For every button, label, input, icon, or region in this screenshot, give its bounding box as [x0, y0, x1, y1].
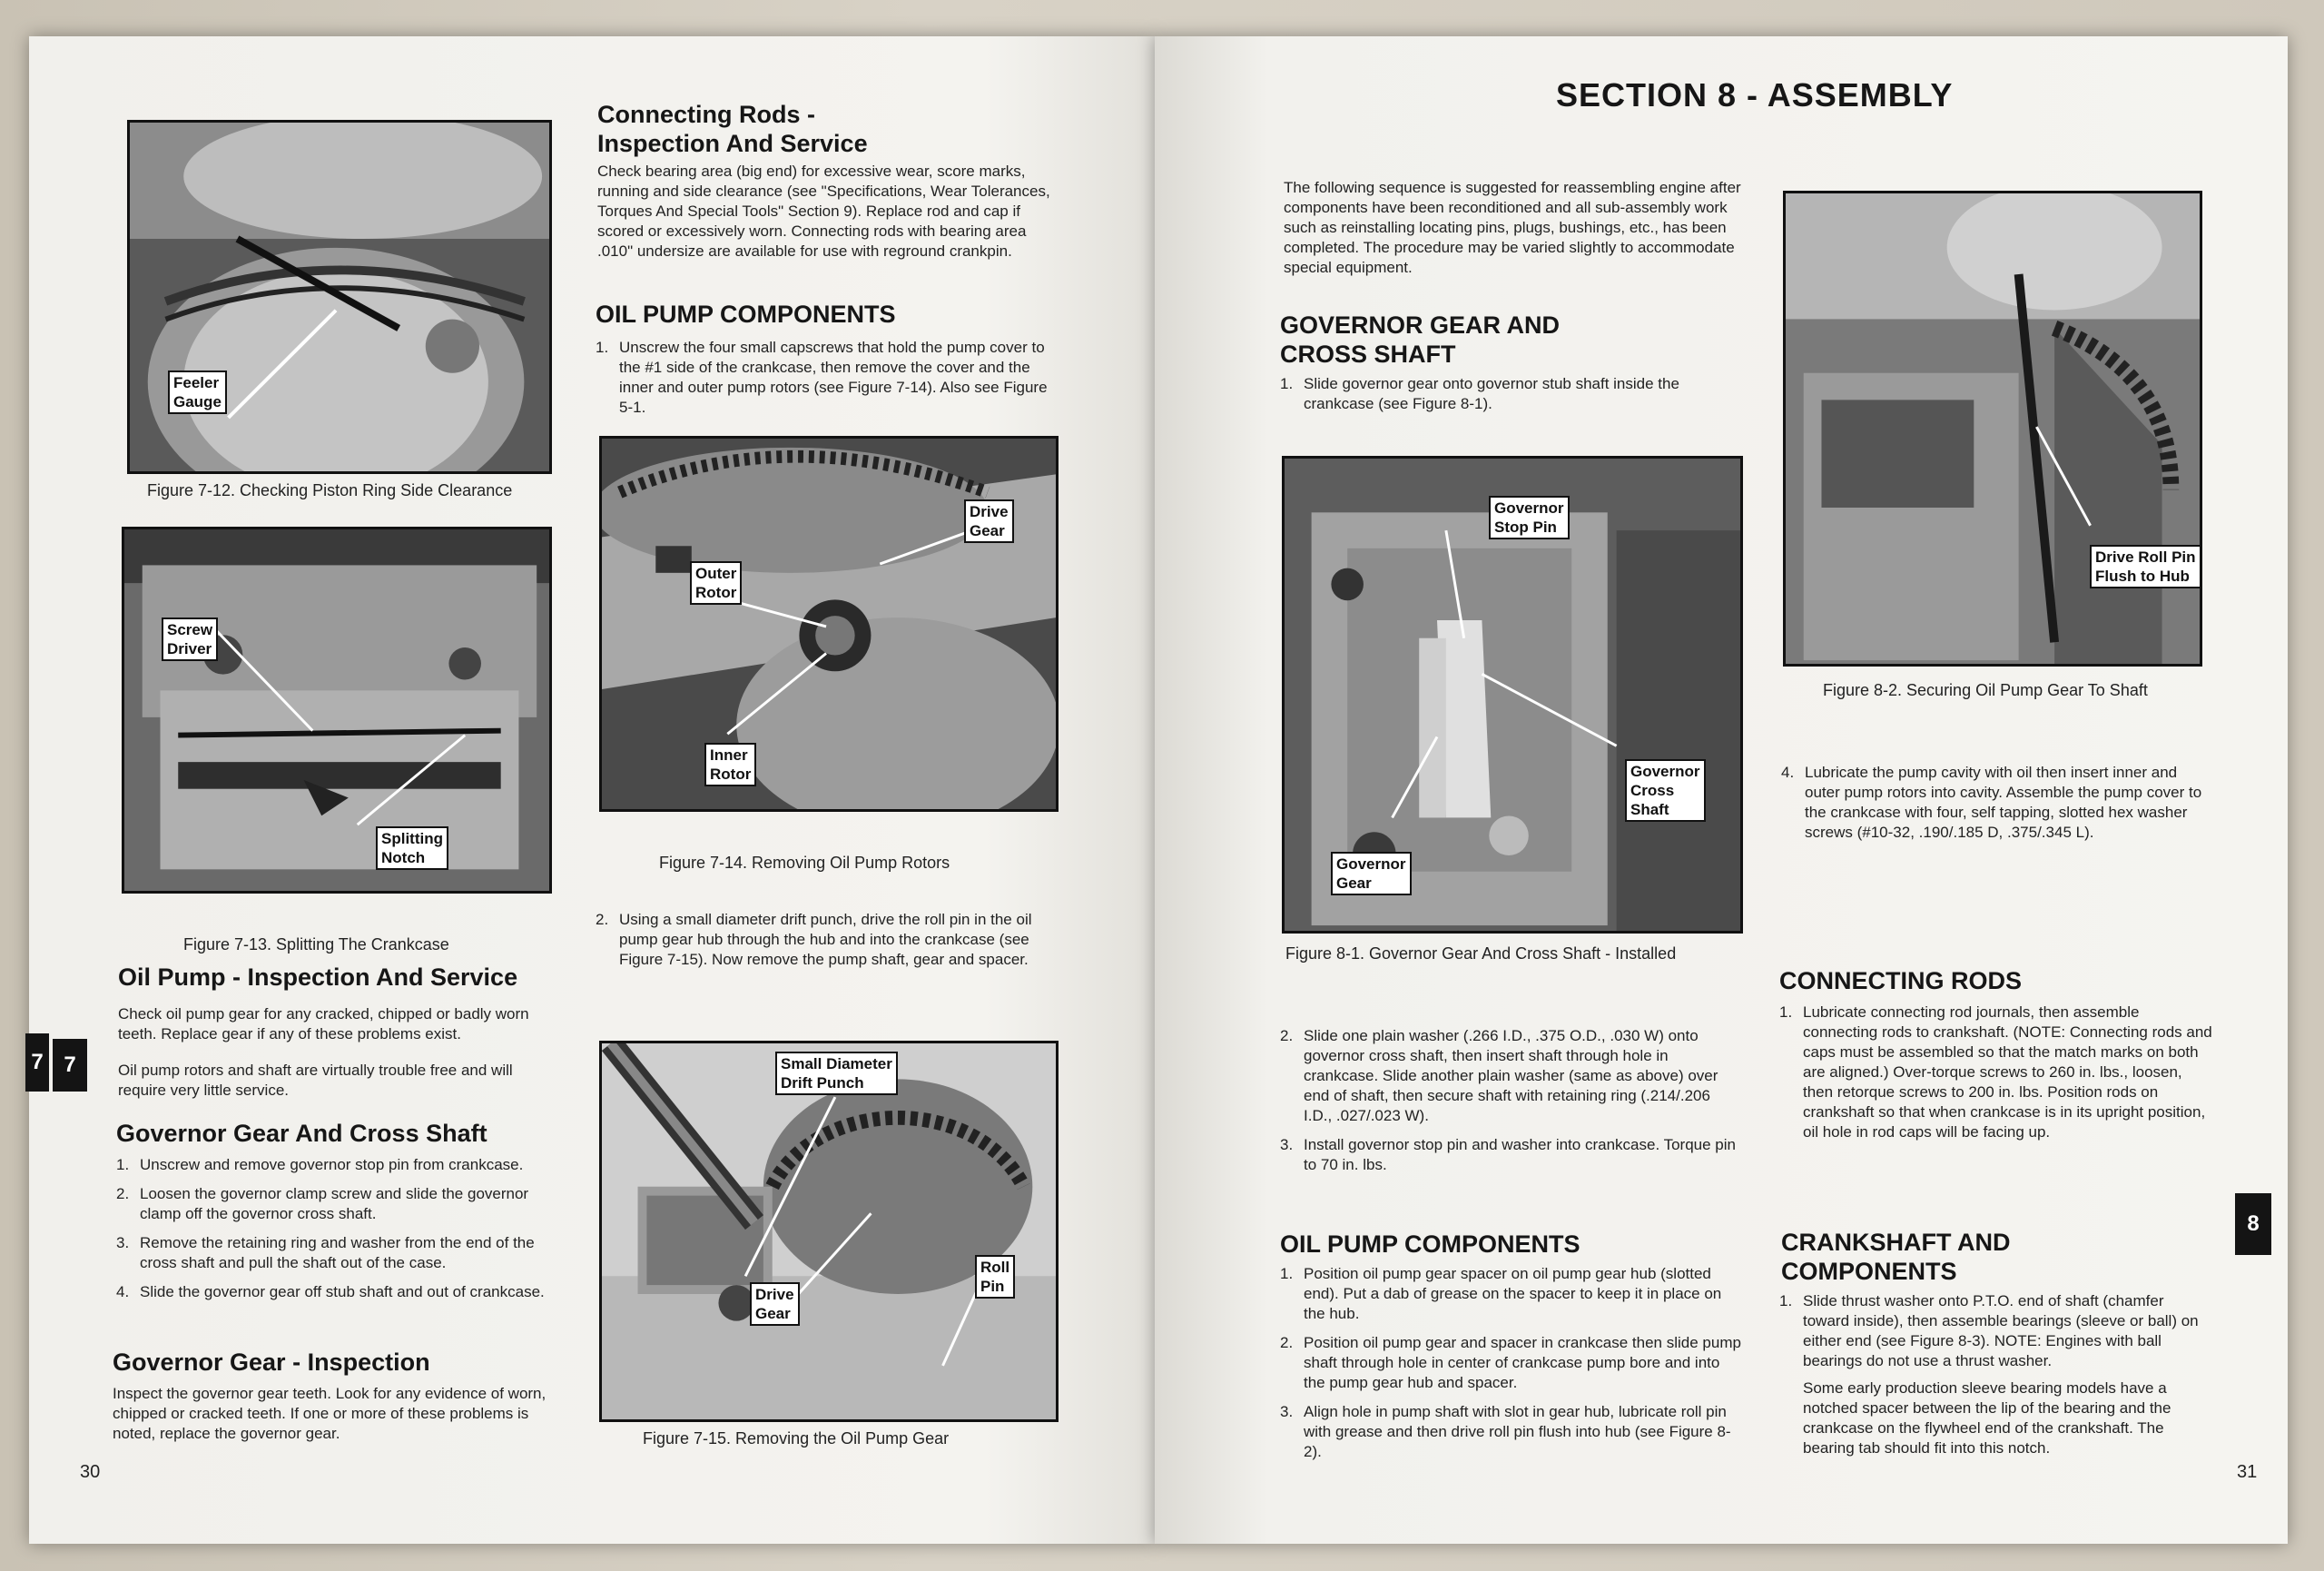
heading-crankshaft-components: [1781, 1228, 2010, 1286]
list-item: [116, 1155, 561, 1175]
figure-7-12-caption: Figure 7-12. Checking Piston Ring Side Clearance: [147, 481, 513, 499]
oil-pump-removal-step-1: [596, 338, 1059, 427]
figure-7-13-photo: [122, 527, 552, 894]
step-text: Lubricate connecting rod journals, then assemble connecting rods to crankshaft. (NOTE: Connecting rods and caps must be assembled so that the match marks on both are aligned.) Over-torque screws to 260 in. lbs., loosen, then retorque screws to 200 in. lbs. Position rods on crankshaft so that when crankcase is in its upright position, oil hole in rod caps will be facing up.: [1803, 1003, 2212, 1141]
heading-governor-inspection: Governor Gear - Inspection: [113, 1349, 430, 1376]
heading-oil-pump-inspection: Oil Pump - Inspection And Service: [118, 963, 518, 991]
list-item: [596, 910, 1059, 970]
crankshaft-step-1: [1779, 1291, 2213, 1380]
step-number: 1.: [1280, 375, 1294, 392]
label-line: Gear: [755, 1305, 791, 1322]
governor-install-steps-2-3: [1280, 1026, 1741, 1184]
label-line: Driver: [167, 640, 212, 657]
page-number-right: 31: [2237, 1462, 2258, 1482]
step-number: 4.: [116, 1283, 130, 1300]
governor-install-step-1: [1280, 374, 1741, 423]
label-line: Drive Roll Pin: [2095, 548, 2196, 566]
heading-line: CRANKSHAFT AND: [1781, 1229, 2011, 1256]
label-line: Feeler: [173, 374, 220, 391]
label-line: Governor: [1630, 763, 1700, 780]
list-item: [1280, 1135, 1741, 1175]
step-text: Using a small diameter drift punch, drive the roll pin in the oil pump gear hub through the hub and into the crankcase (see Figure 7-15). Now remove the pump shaft, gear and spacer.: [619, 911, 1032, 968]
label-line: Governor: [1494, 499, 1564, 517]
figure-8-1-caption: Figure 8-1. Governor Gear And Cross Shaft - Installed: [1285, 944, 1677, 963]
label-feeler-gauge: [168, 371, 227, 414]
heading-line: COMPONENTS: [1781, 1258, 1957, 1285]
label-governor-stop-pin: [1489, 496, 1570, 539]
label-line: Cross: [1630, 782, 1675, 799]
label-drive-gear-7-14: [964, 499, 1014, 543]
label-line: Drive: [970, 503, 1009, 520]
figure-7-14-caption: Figure 7-14. Removing Oil Pump Rotors: [659, 854, 950, 872]
list-item: [116, 1233, 561, 1273]
step-number: 4.: [1781, 764, 1795, 781]
label-line: Small Diameter: [781, 1055, 892, 1072]
step-number: 2.: [596, 911, 609, 928]
label-roll-pin-7-15: [975, 1255, 1015, 1299]
step-number: 2.: [116, 1185, 130, 1202]
label-line: Stop Pin: [1494, 519, 1557, 536]
heading-line: Connecting Rods -: [597, 101, 815, 128]
step-text: Lubricate the pump cavity with oil then insert inner and outer pump rotors into cavity. Assemble the pump cover to the crankcase with four, self tapping, slotted hex washer screws (#10-32, .190/.185 D, .375/.345 L).: [1805, 764, 2202, 841]
section-tab-8: 8: [2235, 1193, 2271, 1255]
figure-8-2-caption: Figure 8-2. Securing Oil Pump Gear To Shaft: [1823, 681, 2148, 699]
label-line: Gear: [1336, 874, 1372, 892]
figure-7-15-photo: [599, 1041, 1059, 1422]
step-text: Slide the governor gear off stub shaft and out of crankcase.: [140, 1283, 545, 1300]
label-line: Notch: [381, 849, 426, 866]
step-number: 3.: [116, 1234, 130, 1251]
figure-8-2-photo: [1783, 191, 2202, 667]
figure-7-15-caption: Figure 7-15. Removing the Oil Pump Gear: [643, 1429, 950, 1447]
heading-line: Inspection And Service: [597, 130, 868, 157]
page-number-left: 30: [80, 1462, 101, 1482]
connecting-rods-step-1: [1779, 1003, 2213, 1151]
step-number: 2.: [1280, 1027, 1294, 1044]
label-drive-gear-7-15: [750, 1282, 800, 1326]
label-governor-cross-shaft: [1625, 759, 1706, 822]
label-line: Roll: [980, 1259, 1010, 1276]
list-item: [1779, 1291, 2213, 1371]
heading-oil-pump-components-right: OIL PUMP COMPONENTS: [1280, 1230, 1581, 1258]
label-line: Drive: [755, 1286, 794, 1303]
list-item: [1280, 1026, 1741, 1126]
step-text: Install governor stop pin and washer into crankcase. Torque pin to 70 in. lbs.: [1304, 1136, 1736, 1173]
step-text: Slide thrust washer onto P.T.O. end of shaft (chamfer toward inside), then assemble bearings (sleeve or ball) on either end (see Figure 8-3). NOTE: Engines with ball bearings do not use a thrust washer.: [1803, 1292, 2199, 1369]
label-drive-roll-pin: [2090, 545, 2201, 588]
label-line: Governor: [1336, 855, 1406, 873]
oil-pump-removal-step-2: [596, 910, 1059, 979]
step-number: 1.: [596, 339, 609, 356]
oil-pump-cover-step-4: [1781, 763, 2213, 852]
step-text: Position oil pump gear spacer on oil pump gear hub (slotted end). Put a dab of grease on the spacer to keep it in place on the hub.: [1304, 1265, 1722, 1322]
figure-7-13-caption: Figure 7-13. Splitting The Crankcase: [183, 935, 449, 953]
step-text: Slide governor gear onto governor stub shaft inside the crankcase (see Figure 8-1).: [1304, 375, 1679, 412]
label-inner-rotor: [704, 743, 756, 786]
heading-line: GOVERNOR GEAR AND: [1280, 311, 1561, 339]
step-text: Position oil pump gear and spacer in crankcase then slide pump shaft through hole in center of crankcase pump bore and into the pump gear hub and spacer.: [1304, 1334, 1741, 1391]
step-number: 3.: [1280, 1136, 1294, 1153]
label-line: Gear: [970, 522, 1005, 539]
list-item: [1280, 1333, 1741, 1393]
label-line: Inner: [710, 746, 748, 764]
heading-governor-gear-cross-shaft-right: [1280, 311, 1560, 369]
step-text: Slide one plain washer (.266 I.D., .375 O.D., .030 W) onto governor cross shaft, then insert shaft through hole in crankcase. Slide another plain washer (same as above) over end of shaft, then secure shaft with retaining ring (.214/.206 I.D., .027/.023 W).: [1304, 1027, 1718, 1124]
heading-governor-gear-cross-shaft: Governor Gear And Cross Shaft: [116, 1120, 487, 1147]
list-item: [116, 1282, 561, 1302]
step-number: 1.: [1280, 1265, 1294, 1282]
step-text: Unscrew the four small capscrews that hold the pump cover to the #1 side of the crankcase, then remove the cover and the inner and outer pump rotors (see Figure 7-14). Also see Figure 5-1.: [619, 339, 1048, 416]
step-text: Loosen the governor clamp screw and slide the governor clamp off the governor cross shaft.: [140, 1185, 529, 1222]
oil-pump-install-steps: [1280, 1264, 1741, 1471]
label-screw-driver: [162, 618, 218, 661]
governor-inspection-text: Inspect the governor gear teeth. Look for any evidence of worn, chipped or cracked teeth. If one or more of these problems is noted, replace the governor gear.: [113, 1385, 547, 1442]
label-line: Rotor: [710, 766, 752, 783]
assembly-intro: The following sequence is suggested for reassembling engine after components have been reconditioned and all sub-assembly work such as reinstalling locating pins, plugs, bushings, etc., has been completed. The procedure may be varied slightly to accommodate special equipment.: [1284, 179, 1741, 276]
section-title: SECTION 8 - ASSEMBLY: [1556, 76, 1954, 114]
label-line: Outer: [695, 565, 737, 582]
label-outer-rotor: [690, 561, 742, 605]
label-line: Screw: [167, 621, 213, 638]
figure-7-12-photo: [127, 120, 552, 474]
oil-pump-inspection-text-2: Oil pump rotors and shaft are virtually trouble free and will require very little service.: [118, 1062, 513, 1099]
step-number: 1.: [1779, 1292, 1793, 1309]
list-item: [1280, 1402, 1741, 1462]
step-text: Align hole in pump shaft with slot in gear hub, lubricate roll pin with grease and then drive roll pin flush into hub (see Figure 8-2).: [1304, 1403, 1731, 1460]
step-text: Unscrew and remove governor stop pin from crankcase.: [140, 1156, 524, 1173]
label-line: Gauge: [173, 393, 222, 410]
governor-removal-steps: [116, 1155, 561, 1311]
label-line: Splitting: [381, 830, 443, 847]
step-number: 3.: [1280, 1403, 1294, 1420]
list-item: [116, 1184, 561, 1224]
right-page: [1155, 36, 2288, 1544]
heading-connecting-rods-inspection: [597, 100, 868, 158]
label-splitting-notch: [376, 826, 448, 870]
heading-oil-pump-components-left: OIL PUMP COMPONENTS: [596, 301, 896, 328]
label-line: Rotor: [695, 584, 737, 601]
figure-7-14-photo: [599, 436, 1059, 812]
section-tab-7-edge: 7: [25, 1033, 49, 1092]
label-governor-gear: [1331, 852, 1412, 895]
label-small-diameter-drift-punch: [775, 1052, 898, 1095]
crankshaft-note: Some early production sleeve bearing models have a notched spacer between the lip of the bearing and the crankcase on the flywheel end of the crankshaft. The bearing tab should fit into this notch.: [1803, 1379, 2171, 1457]
label-line: Shaft: [1630, 801, 1669, 818]
left-page: [29, 36, 1155, 1544]
label-line: Flush to Hub: [2095, 568, 2190, 585]
label-line: Pin: [980, 1278, 1005, 1295]
list-item: [1280, 374, 1741, 414]
list-item: [596, 338, 1059, 418]
list-item: [1779, 1003, 2213, 1142]
heading-line: CROSS SHAFT: [1280, 341, 1456, 368]
list-item: [1781, 763, 2213, 843]
connecting-rods-text: Check bearing area (big end) for excessive wear, score marks, running and side clearance (see "Specifications, Wear Tolerances, Torques And Special Tools" Section 9). Replace rod and cap if scored or excessively worn. Connecting rods with bearing area .010" undersize are available for use with reground crankpin.: [597, 163, 1050, 260]
section-tab-7: 7: [53, 1039, 87, 1092]
oil-pump-inspection-text-1: Check oil pump gear for any cracked, chipped or badly worn teeth. Replace gear if any of these problems exist.: [118, 1005, 529, 1042]
list-item: [1280, 1264, 1741, 1324]
step-number: 1.: [116, 1156, 130, 1173]
step-number: 2.: [1280, 1334, 1294, 1351]
heading-connecting-rods-right: CONNECTING RODS: [1779, 967, 2023, 994]
step-text: Remove the retaining ring and washer from the end of the cross shaft and pull the shaft out of the case.: [140, 1234, 535, 1271]
step-number: 1.: [1779, 1003, 1793, 1021]
label-line: Drift Punch: [781, 1074, 864, 1092]
